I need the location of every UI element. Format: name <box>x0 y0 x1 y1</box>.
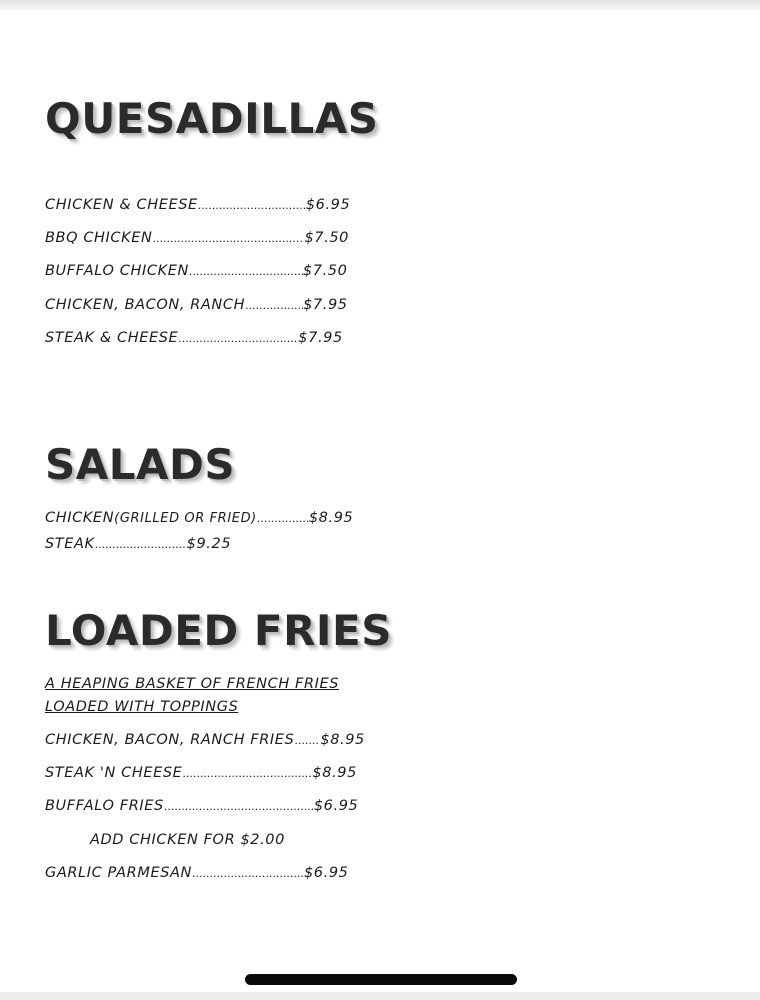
item-name: STEAK 'N CHEESE <box>45 765 183 781</box>
dot-leader <box>95 537 187 552</box>
menu-item <box>45 298 348 313</box>
item-name: GARLIC PARMESAN <box>45 865 192 881</box>
dot-leader <box>245 298 303 313</box>
item-price: $8.95 <box>320 732 365 748</box>
dot-leader <box>198 198 306 213</box>
dot-leader <box>152 231 304 246</box>
menu-item <box>45 537 231 552</box>
dot-leader <box>189 264 303 279</box>
menu-item <box>45 866 349 881</box>
dot-leader <box>182 766 312 781</box>
item-price: $7.95 <box>298 330 343 346</box>
item-name: CHICKEN & CHEESE <box>45 197 198 213</box>
item-price: $7.95 <box>303 297 348 313</box>
item-price: $8.95 <box>312 765 357 781</box>
item-name: BBQ CHICKEN <box>45 230 153 246</box>
section-title-salads: SALADS <box>45 440 236 489</box>
item-name: STEAK <box>45 536 95 552</box>
menu-item <box>45 264 347 279</box>
item-name: CHICKEN, BACON, RANCH FRIES <box>45 732 295 748</box>
section-title-loaded-fries: LOADED FRIES <box>45 606 392 655</box>
item-price: $8.95 <box>308 510 354 526</box>
menu-item <box>45 733 365 748</box>
top-edge-bar <box>0 0 760 10</box>
home-indicator-bar[interactable] <box>245 974 517 985</box>
section-description-line-1: A HEAPING BASKET OF FRENCH FRIES <box>45 676 340 692</box>
section-title-quesadillas: QUESADILLAS <box>45 94 379 143</box>
item-name: BUFFALO CHICKEN <box>45 263 189 279</box>
menu-item <box>45 511 353 526</box>
item-price: $6.95 <box>303 865 349 881</box>
dot-leader <box>294 733 320 748</box>
menu-item <box>45 331 343 346</box>
section-description-line-2: LOADED WITH TOPPINGS <box>45 699 239 715</box>
item-price: $7.50 <box>304 230 349 246</box>
item-name: STEAK & CHEESE <box>45 330 179 346</box>
menu-item <box>45 198 350 213</box>
item-name: CHICKEN <box>45 510 115 526</box>
item-price: $6.95 <box>313 798 359 814</box>
item-price: $9.25 <box>186 536 232 552</box>
item-name: CHICKEN, BACON, RANCH <box>45 297 246 313</box>
item-name: BUFFALO FRIES <box>45 798 164 814</box>
bottom-edge-bar <box>0 992 760 1000</box>
item-price: $7.50 <box>302 263 348 279</box>
dot-leader <box>192 866 304 881</box>
menu-item <box>45 231 349 246</box>
menu-item <box>45 766 357 781</box>
item-price: $6.95 <box>305 197 351 213</box>
dot-leader <box>178 331 298 346</box>
addon-note: ADD CHICKEN FOR $2.00 <box>90 832 285 848</box>
menu-item <box>45 799 358 814</box>
dot-leader <box>257 511 309 526</box>
dot-leader <box>164 799 314 814</box>
item-note: (GRILLED OR FRIED) <box>114 511 257 526</box>
